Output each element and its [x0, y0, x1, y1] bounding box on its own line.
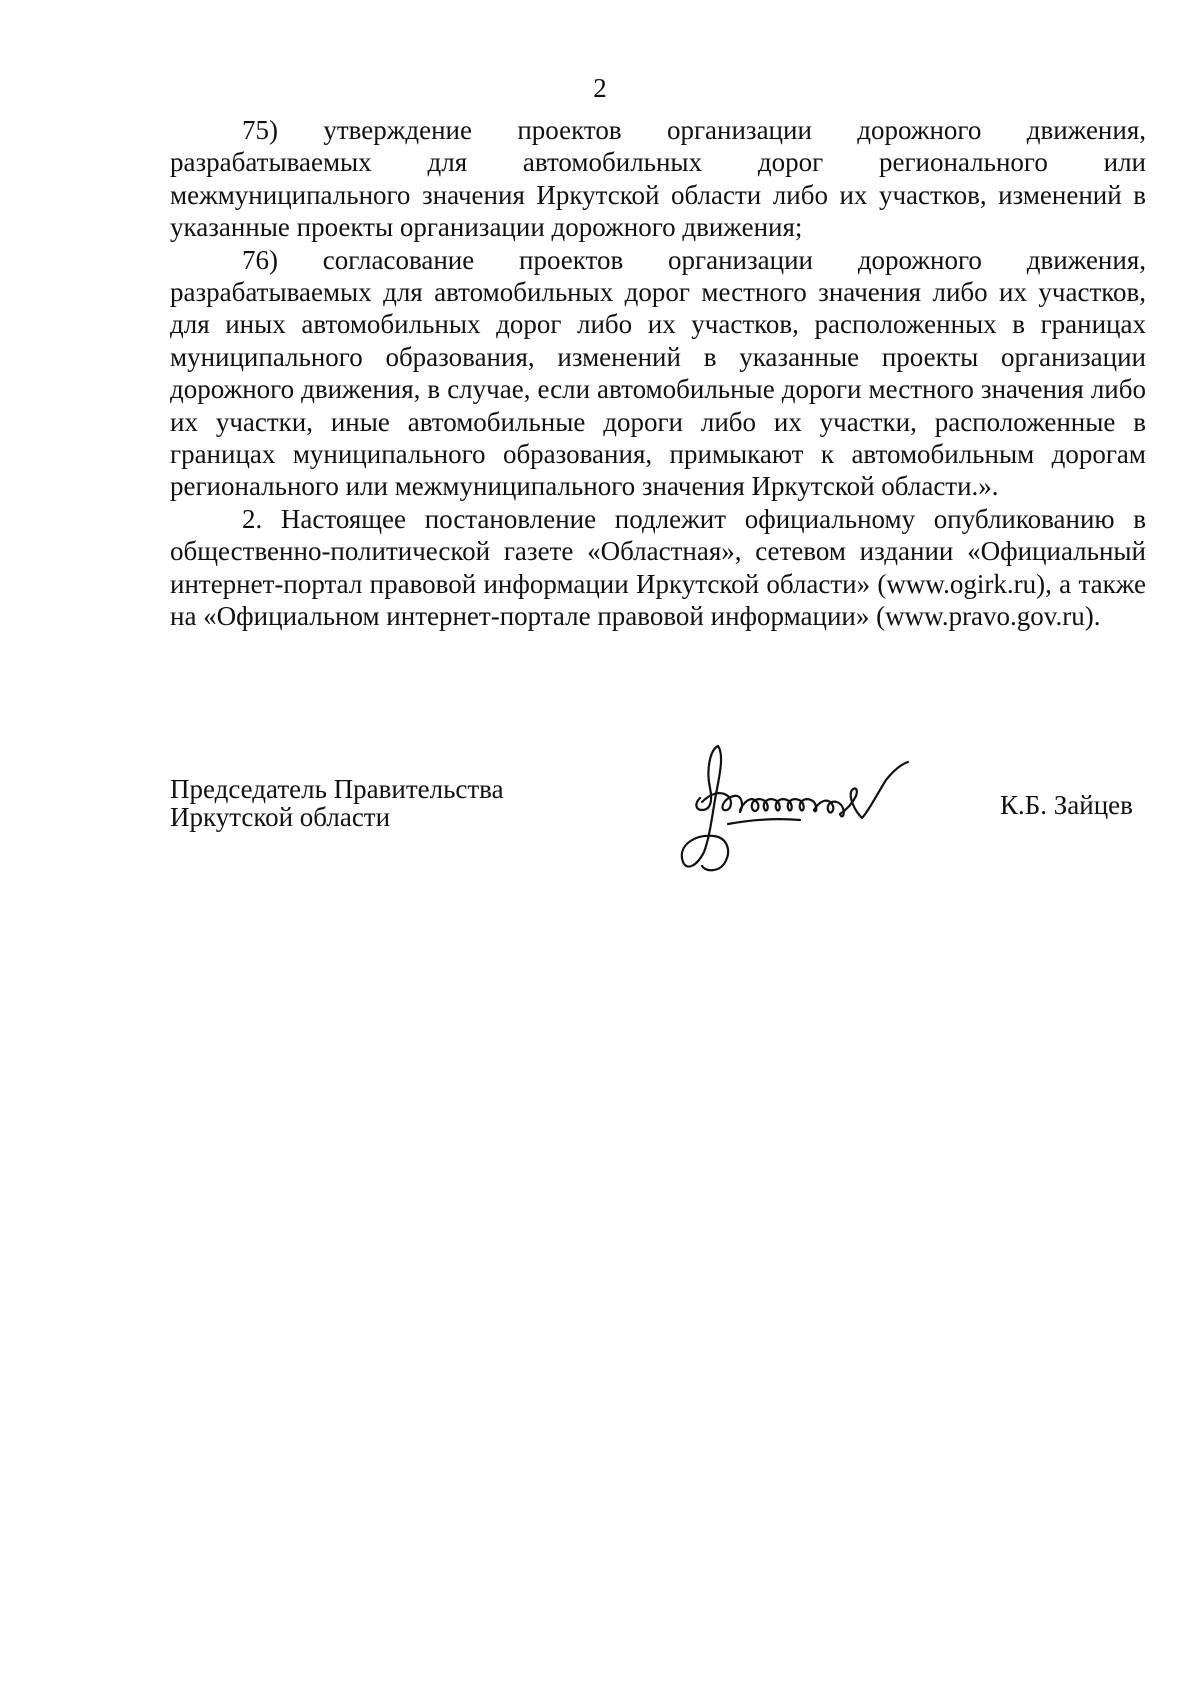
paragraph-item-75: 75) утверждение проектов организации дорожного движения, разрабатываемых для автомобильных дорог регионального или межмуниципального значения Иркутской области либо их участков, изменений в указанные проекты организации дорожного движения;: [170, 115, 1146, 243]
signatory-position-line-1: Председатель Правительства: [170, 774, 504, 804]
paragraph-item-76: 76) согласование проектов организации дорожного движения, разрабатываемых для автомобильных дорог местного значения либо их участков, для иных автомобильных дорог либо их участков, расположенных в границах муниципального образования, изменений в указанные проекты организации дорожного движения, в случае, если автомобильные дороги местного значения либо их участки, иные автомобильные дороги либо их участки, расположенные в границах муниципального образования, примыкают к автомобильным дорогам регионального или межмуниципального значения Иркутской области.».: [170, 244, 1146, 502]
handwritten-signature-icon: [680, 740, 950, 890]
page-number: 2: [593, 73, 607, 103]
signatory-position-line-2: Иркутской области: [170, 802, 391, 832]
signatory-name: К.Б. Зайцев: [1000, 790, 1133, 820]
document-body: [170, 114, 1146, 633]
paragraph-publication: 2. Настоящее постановление подлежит официальному опубликованию в общественно-политической газете «Областная», сетевом издании «Официальный интернет-портал правовой информации Иркутской области» (www.ogirk.ru), а также на «Официальном интернет-портале правовой информации» (www.pravo.gov.ru).: [170, 503, 1146, 632]
signatory-position: [170, 775, 504, 831]
